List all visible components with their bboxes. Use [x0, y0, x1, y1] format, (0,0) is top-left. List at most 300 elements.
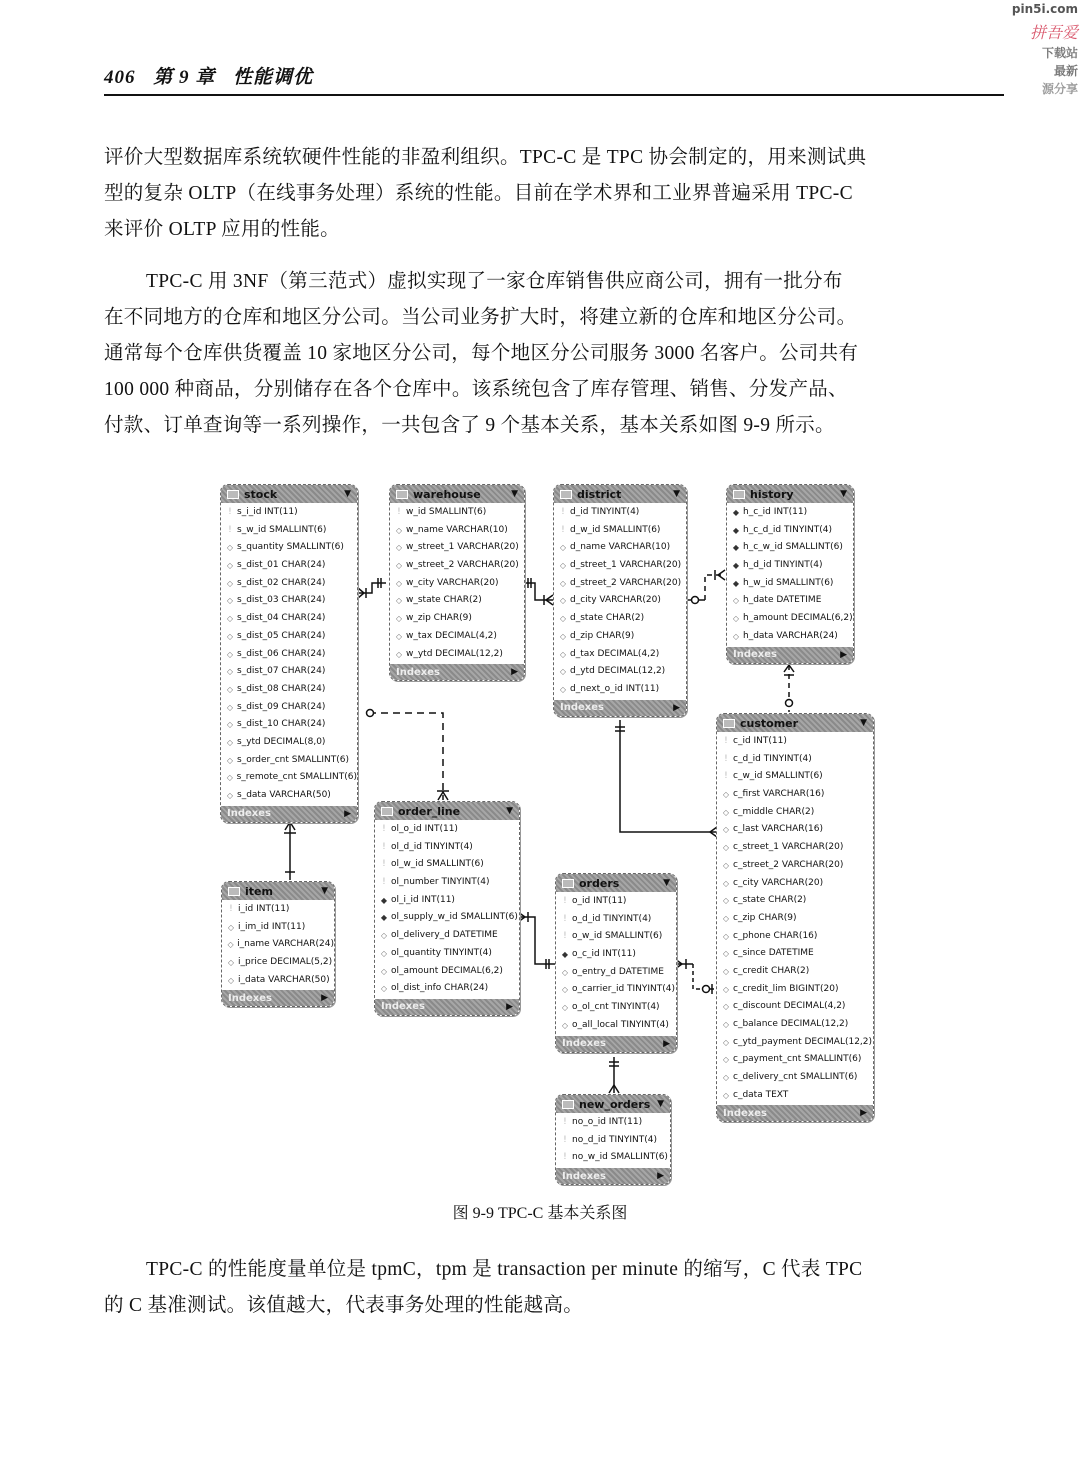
column-diamond-icon: ◇ [380, 966, 388, 976]
indexes-footer[interactable] [556, 1036, 676, 1052]
table-icon [733, 490, 745, 499]
column-text: s_order_cnt SMALLINT(6) [237, 754, 350, 765]
column-row[interactable] [375, 963, 519, 981]
column-text: ol_dist_info CHAR(24) [391, 983, 489, 994]
crowfoot-mark [784, 665, 794, 675]
header-rule [104, 94, 1004, 96]
table-icon [228, 887, 240, 896]
crowfoot-mark [437, 791, 449, 800]
column-text: c_credit CHAR(2) [733, 965, 810, 976]
indexes-footer[interactable] [556, 1168, 670, 1184]
column-list [222, 900, 334, 990]
crowfoot-mark [358, 578, 381, 598]
column-diamond-icon: ◇ [559, 649, 567, 659]
expand-arrow-icon[interactable]: ▶ [321, 993, 328, 1004]
column-row[interactable] [222, 954, 334, 972]
column-row[interactable] [221, 575, 357, 593]
primary-key-icon: ǃ [561, 507, 565, 517]
column-row[interactable] [717, 945, 873, 963]
column-text: o_id INT(11) [572, 896, 627, 906]
column-text: ol_o_id INT(11) [391, 824, 458, 834]
column-diamond-icon: ◇ [722, 1020, 730, 1029]
indexes-footer[interactable] [727, 647, 853, 663]
column-text: s_dist_06 CHAR(24) [237, 648, 326, 659]
column-row[interactable] [717, 1051, 873, 1069]
column-row[interactable] [554, 610, 686, 628]
column-row[interactable] [556, 1149, 670, 1167]
table-name: warehouse [413, 487, 481, 501]
crowfoot-mark [615, 727, 717, 837]
table-icon [227, 490, 239, 499]
collapse-arrow-icon[interactable]: ▼ [860, 718, 867, 728]
primary-key-icon: ǃ [724, 771, 728, 782]
column-row[interactable] [556, 946, 676, 964]
link-stock-orderline [369, 713, 443, 800]
column-row[interactable] [554, 539, 686, 557]
column-text: s_ytd DECIMAL(8,0) [237, 736, 326, 747]
primary-key-icon: ǃ [563, 913, 567, 924]
column-diamond-icon: ◇ [226, 561, 234, 571]
column-diamond-icon: ◇ [395, 649, 403, 659]
collapse-arrow-icon[interactable]: ▼ [657, 1099, 664, 1109]
page-number: 406 [104, 67, 136, 88]
column-text: c_street_1 VARCHAR(20) [733, 842, 844, 853]
link-district-customer [620, 720, 717, 832]
column-text: c_phone CHAR(16) [733, 930, 818, 941]
table-new-orders[interactable] [555, 1094, 671, 1185]
column-row[interactable] [717, 839, 873, 857]
column-row[interactable] [375, 839, 519, 857]
watermark-site: pin5i.com [1011, 2, 1078, 16]
column-row[interactable] [221, 787, 357, 805]
watermark-brand: 拼吾爱 [1029, 23, 1078, 42]
column-row[interactable] [390, 610, 524, 628]
table-icon [381, 807, 393, 816]
column-text: d_name VARCHAR(10) [570, 542, 671, 553]
column-text: w_state CHAR(2) [406, 595, 482, 606]
column-text: w_city VARCHAR(20) [406, 577, 499, 588]
column-row[interactable] [221, 699, 357, 717]
column-text: i_im_id INT(11) [238, 921, 306, 932]
table-name: customer [740, 716, 799, 730]
indexes-footer[interactable] [554, 700, 686, 716]
table-orders[interactable] [555, 873, 677, 1053]
column-text: w_name VARCHAR(10) [406, 524, 508, 535]
column-diamond-icon: ◇ [226, 720, 234, 730]
column-row[interactable] [717, 786, 873, 804]
column-row[interactable] [717, 981, 873, 999]
column-row[interactable] [221, 734, 357, 752]
column-row[interactable] [717, 875, 873, 893]
table-item[interactable] [221, 881, 335, 1007]
expand-arrow-icon[interactable]: ▶ [657, 1171, 664, 1182]
column-diamond-icon: ◇ [380, 948, 388, 958]
expand-arrow-icon[interactable]: ▶ [344, 808, 351, 819]
column-text: s_i_id INT(11) [237, 507, 298, 517]
primary-key-icon: ǃ [563, 896, 567, 906]
column-diamond-icon: ◇ [561, 985, 569, 995]
column-diamond-icon: ◇ [395, 543, 403, 553]
table-header[interactable] [556, 874, 676, 892]
column-row[interactable] [717, 1034, 873, 1052]
column-row[interactable] [221, 522, 357, 540]
foreign-key-diamond-icon: ◆ [732, 578, 740, 588]
column-diamond-icon: ◇ [561, 1020, 569, 1030]
expand-arrow-icon[interactable]: ▶ [673, 702, 680, 713]
column-text: c_payment_cnt SMALLINT(6) [733, 1054, 862, 1065]
link-orderline-orders [518, 917, 555, 964]
table-customer[interactable] [716, 713, 874, 1122]
indexes-label: Indexes [733, 649, 777, 660]
column-list [554, 503, 686, 700]
crowfoot-mark [609, 1062, 619, 1093]
column-row[interactable] [554, 628, 686, 646]
column-diamond-icon: ◇ [226, 791, 234, 800]
column-text: s_data VARCHAR(50) [237, 790, 331, 800]
column-diamond-icon: ◇ [559, 578, 567, 588]
table-header[interactable] [717, 714, 873, 732]
indexes-label: Indexes [723, 1107, 767, 1119]
column-diamond-icon: ◇ [732, 614, 740, 624]
column-row[interactable] [221, 610, 357, 628]
column-row[interactable] [727, 522, 853, 540]
column-list [390, 503, 524, 664]
collapse-arrow-icon[interactable]: ▼ [840, 489, 847, 499]
column-diamond-icon: ◇ [559, 561, 567, 571]
expand-arrow-icon[interactable]: ▶ [840, 649, 847, 660]
collapse-arrow-icon[interactable]: ▼ [663, 878, 670, 888]
column-text: d_zip CHAR(9) [570, 630, 635, 641]
column-row[interactable] [221, 557, 357, 575]
column-row[interactable] [375, 909, 519, 927]
column-diamond-icon: ◇ [395, 596, 403, 606]
column-row[interactable] [717, 892, 873, 910]
column-row[interactable] [390, 575, 524, 593]
column-diamond-icon: ◇ [559, 684, 567, 694]
running-header [104, 58, 1004, 94]
primary-key-icon: ǃ [563, 1134, 567, 1145]
column-row[interactable] [390, 592, 524, 610]
table-header[interactable] [375, 802, 519, 820]
column-text: s_dist_02 CHAR(24) [237, 577, 326, 588]
column-row[interactable] [717, 1087, 873, 1105]
column-row[interactable] [221, 752, 357, 770]
collapse-arrow-icon[interactable]: ▼ [506, 806, 513, 816]
column-row[interactable] [717, 821, 873, 839]
column-diamond-icon: ◇ [226, 702, 234, 712]
link-stock-warehouse [358, 583, 386, 593]
column-text: s_dist_05 CHAR(24) [237, 630, 326, 641]
column-row[interactable] [717, 1016, 873, 1034]
table-header[interactable] [390, 485, 524, 503]
column-row[interactable] [375, 892, 519, 910]
column-text: s_dist_03 CHAR(24) [237, 595, 326, 606]
column-row[interactable] [221, 592, 357, 610]
indexes-footer[interactable] [717, 1105, 873, 1121]
watermark-logo [1012, 2, 1080, 134]
column-text: c_id INT(11) [733, 736, 787, 746]
link-district-history-dashed [700, 575, 725, 600]
column-row[interactable] [727, 557, 853, 575]
table-history[interactable] [726, 484, 854, 664]
column-row[interactable] [221, 504, 357, 522]
column-list [717, 732, 873, 1105]
column-row[interactable] [222, 901, 334, 919]
column-row[interactable] [556, 1132, 670, 1150]
column-text: o_all_local TINYINT(4) [572, 1019, 669, 1030]
column-text: d_id TINYINT(4) [570, 507, 640, 517]
paragraph-line: TPC-C 的性能度量单位是 tpmC，tpm 是 transaction per minute 的缩写，C 代表 TPC [146, 1259, 863, 1280]
indexes-footer[interactable] [221, 806, 357, 822]
table-icon [723, 719, 735, 728]
column-row[interactable] [717, 733, 873, 751]
collapse-arrow-icon[interactable]: ▼ [673, 489, 680, 499]
collapse-arrow-icon[interactable]: ▼ [511, 489, 518, 499]
expand-arrow-icon[interactable]: ▶ [506, 1001, 513, 1012]
column-row[interactable] [554, 681, 686, 699]
column-row[interactable] [390, 539, 524, 557]
column-text: ol_number TINYINT(4) [391, 877, 490, 888]
watermark-bottom: 源分享 [1041, 82, 1078, 96]
column-diamond-icon: ◇ [559, 596, 567, 606]
column-row[interactable] [375, 927, 519, 945]
table-order-line[interactable] [374, 801, 520, 1016]
primary-key-icon: ǃ [382, 859, 386, 870]
indexes-label: Indexes [562, 1170, 606, 1182]
column-row[interactable] [375, 874, 519, 892]
column-row[interactable] [727, 610, 853, 628]
column-text: d_next_o_id INT(11) [570, 683, 660, 694]
table-icon [562, 1100, 574, 1109]
column-row[interactable] [556, 964, 676, 982]
column-text: d_ytd DECIMAL(12,2) [570, 666, 666, 677]
column-row[interactable] [556, 893, 676, 911]
chapter-title: 性能调优 [233, 67, 314, 88]
column-row[interactable] [556, 911, 676, 929]
collapse-arrow-icon[interactable]: ▼ [344, 489, 351, 499]
column-text: h_date DATETIME [743, 595, 822, 606]
column-diamond-icon: ◇ [722, 1073, 730, 1083]
primary-key-icon: ǃ [382, 824, 386, 834]
column-row[interactable] [390, 646, 524, 664]
column-diamond-icon: ◇ [722, 931, 730, 941]
optional-circle-mark [367, 710, 374, 717]
column-diamond-icon: ◇ [380, 931, 388, 941]
column-row[interactable] [717, 751, 873, 769]
crowfoot-mark [675, 959, 712, 994]
column-text: i_price DECIMAL(5,2) [238, 957, 333, 968]
column-row[interactable] [390, 522, 524, 540]
column-text: ol_amount DECIMAL(6,2) [391, 965, 503, 976]
column-row[interactable] [556, 981, 676, 999]
table-stock[interactable] [220, 484, 358, 823]
column-text: s_dist_10 CHAR(24) [237, 719, 326, 730]
column-text: ol_supply_w_id SMALLINT(6) [391, 912, 518, 923]
column-text: h_c_id INT(11) [743, 507, 808, 517]
column-diamond-icon: ◇ [722, 860, 730, 870]
column-text: o_c_id INT(11) [572, 949, 636, 960]
column-row[interactable] [375, 980, 519, 998]
paragraph-line: 在不同地方的仓库和地区分公司。当公司业务扩大时，将建立新的仓库和地区分公司。 [104, 307, 857, 328]
indexes-footer[interactable] [390, 664, 524, 680]
column-diamond-icon: ◇ [227, 975, 235, 985]
column-text: s_dist_01 CHAR(24) [237, 560, 326, 571]
column-row[interactable] [554, 646, 686, 664]
column-row[interactable] [390, 557, 524, 575]
column-row[interactable] [554, 504, 686, 522]
column-text: ol_delivery_d DATETIME [391, 930, 498, 941]
column-row[interactable] [717, 928, 873, 946]
table-header[interactable] [222, 882, 334, 900]
column-diamond-icon: ◇ [395, 578, 403, 588]
column-text: d_city VARCHAR(20) [570, 595, 661, 606]
primary-key-icon: ǃ [397, 507, 401, 517]
table-warehouse[interactable] [389, 484, 525, 681]
column-row[interactable] [222, 936, 334, 954]
expand-arrow-icon[interactable]: ▶ [860, 1108, 867, 1119]
column-row[interactable] [717, 910, 873, 928]
column-text: d_state CHAR(2) [570, 613, 645, 624]
column-row[interactable] [717, 768, 873, 786]
column-row[interactable] [727, 575, 853, 593]
column-list [556, 1113, 670, 1168]
paragraph-3 [104, 1252, 994, 1324]
column-row[interactable] [554, 575, 686, 593]
column-row[interactable] [717, 998, 873, 1016]
primary-key-icon: ǃ [563, 931, 567, 942]
column-row[interactable] [375, 856, 519, 874]
column-text: o_ol_cnt TINYINT(4) [572, 1002, 660, 1013]
indexes-label: Indexes [228, 992, 272, 1004]
column-diamond-icon: ◇ [722, 843, 730, 853]
column-row[interactable] [556, 1017, 676, 1035]
column-text: w_id SMALLINT(6) [406, 507, 487, 517]
table-name: stock [244, 487, 278, 501]
column-diamond-icon: ◇ [227, 922, 235, 932]
column-text: c_since DATETIME [733, 948, 814, 959]
column-diamond-icon: ◇ [722, 1055, 730, 1065]
indexes-footer[interactable] [222, 990, 334, 1006]
column-row[interactable] [221, 716, 357, 734]
column-text: d_street_1 VARCHAR(20) [570, 560, 682, 571]
indexes-footer[interactable] [375, 999, 519, 1015]
primary-key-icon: ǃ [724, 753, 728, 764]
column-row[interactable] [221, 646, 357, 664]
column-diamond-icon: ◇ [226, 737, 234, 747]
expand-arrow-icon[interactable]: ▶ [663, 1038, 670, 1049]
column-text: h_w_id SMALLINT(6) [743, 577, 834, 588]
column-text: o_d_id TINYINT(4) [572, 913, 652, 924]
column-row[interactable] [375, 821, 519, 839]
column-row[interactable] [222, 919, 334, 937]
column-row[interactable] [727, 628, 853, 646]
column-row[interactable] [727, 592, 853, 610]
column-list [727, 503, 853, 647]
crowfoot-mark [284, 822, 296, 872]
column-diamond-icon: ◇ [722, 984, 730, 994]
column-diamond-icon: ◇ [226, 631, 234, 641]
column-diamond-icon: ◇ [722, 949, 730, 959]
column-text: h_c_d_id TINYINT(4) [743, 524, 832, 535]
column-row[interactable] [221, 681, 357, 699]
table-icon [562, 879, 574, 888]
foreign-key-diamond-icon: ◆ [732, 543, 740, 553]
primary-key-icon: ǃ [382, 841, 386, 852]
crowfoot-mark [518, 912, 549, 969]
column-row[interactable] [221, 628, 357, 646]
column-row[interactable] [554, 663, 686, 681]
table-header[interactable] [221, 485, 357, 503]
column-text: i_name VARCHAR(24) [237, 939, 334, 950]
foreign-key-diamond-icon: ◆ [380, 895, 388, 905]
table-header[interactable] [556, 1095, 670, 1113]
column-row[interactable] [717, 857, 873, 875]
column-text: c_discount DECIMAL(4,2) [733, 1001, 846, 1012]
column-row[interactable] [556, 999, 676, 1017]
column-row[interactable] [554, 557, 686, 575]
column-row[interactable] [221, 769, 357, 787]
column-row[interactable] [375, 945, 519, 963]
column-row[interactable] [717, 1069, 873, 1087]
expand-arrow-icon[interactable]: ▶ [511, 667, 518, 678]
column-diamond-icon: ◇ [722, 1037, 730, 1047]
table-header[interactable] [727, 485, 853, 503]
column-row[interactable] [717, 963, 873, 981]
primary-key-icon: ǃ [563, 1152, 567, 1163]
column-text: c_data TEXT [733, 1089, 789, 1100]
figure-caption: 图 9-9 TPC-C 基本关系图 [452, 1205, 628, 1222]
collapse-arrow-icon[interactable]: ▼ [321, 886, 328, 896]
column-diamond-icon: ◇ [559, 543, 567, 553]
column-text: w_street_1 VARCHAR(20) [406, 542, 519, 553]
indexes-label: Indexes [396, 666, 440, 678]
indexes-label: Indexes [560, 702, 604, 714]
column-text: ol_quantity TINYINT(4) [391, 947, 492, 958]
paragraph-line: 付款、订单查询等一系列操作，一共包含了 9 个基本关系，基本关系如图 9-9 所示。 [104, 415, 835, 436]
column-row[interactable] [556, 928, 676, 946]
column-text: s_dist_07 CHAR(24) [237, 666, 326, 677]
column-diamond-icon: ◇ [227, 940, 234, 950]
column-row[interactable] [390, 504, 524, 522]
column-text: ol_d_id TINYINT(4) [391, 841, 473, 852]
column-row[interactable] [221, 663, 357, 681]
column-row[interactable] [556, 1114, 670, 1132]
table-district[interactable] [553, 484, 687, 717]
table-header[interactable] [554, 485, 686, 503]
primary-key-icon: ǃ [563, 1117, 567, 1127]
column-row[interactable] [390, 628, 524, 646]
column-text: c_street_2 VARCHAR(20) [733, 859, 844, 870]
column-row[interactable] [727, 539, 853, 557]
column-list [375, 820, 519, 999]
column-text: h_d_id TINYINT(4) [743, 560, 823, 571]
table-name: item [245, 884, 273, 898]
column-row[interactable] [554, 592, 686, 610]
column-text: s_quantity SMALLINT(6) [237, 542, 344, 553]
column-row[interactable] [222, 972, 334, 990]
column-row[interactable] [221, 539, 357, 557]
paragraph-line: 来评价 OLTP 应用的性能。 [104, 219, 340, 240]
column-row[interactable] [554, 522, 686, 540]
column-diamond-icon: ◇ [722, 825, 730, 835]
column-diamond-icon: ◇ [226, 649, 234, 659]
column-diamond-icon: ◇ [722, 807, 730, 817]
foreign-key-diamond-icon: ◆ [732, 508, 740, 517]
table-name: district [577, 487, 622, 501]
indexes-label: Indexes [381, 1001, 425, 1013]
column-row[interactable] [727, 504, 853, 522]
column-row[interactable] [717, 804, 873, 822]
